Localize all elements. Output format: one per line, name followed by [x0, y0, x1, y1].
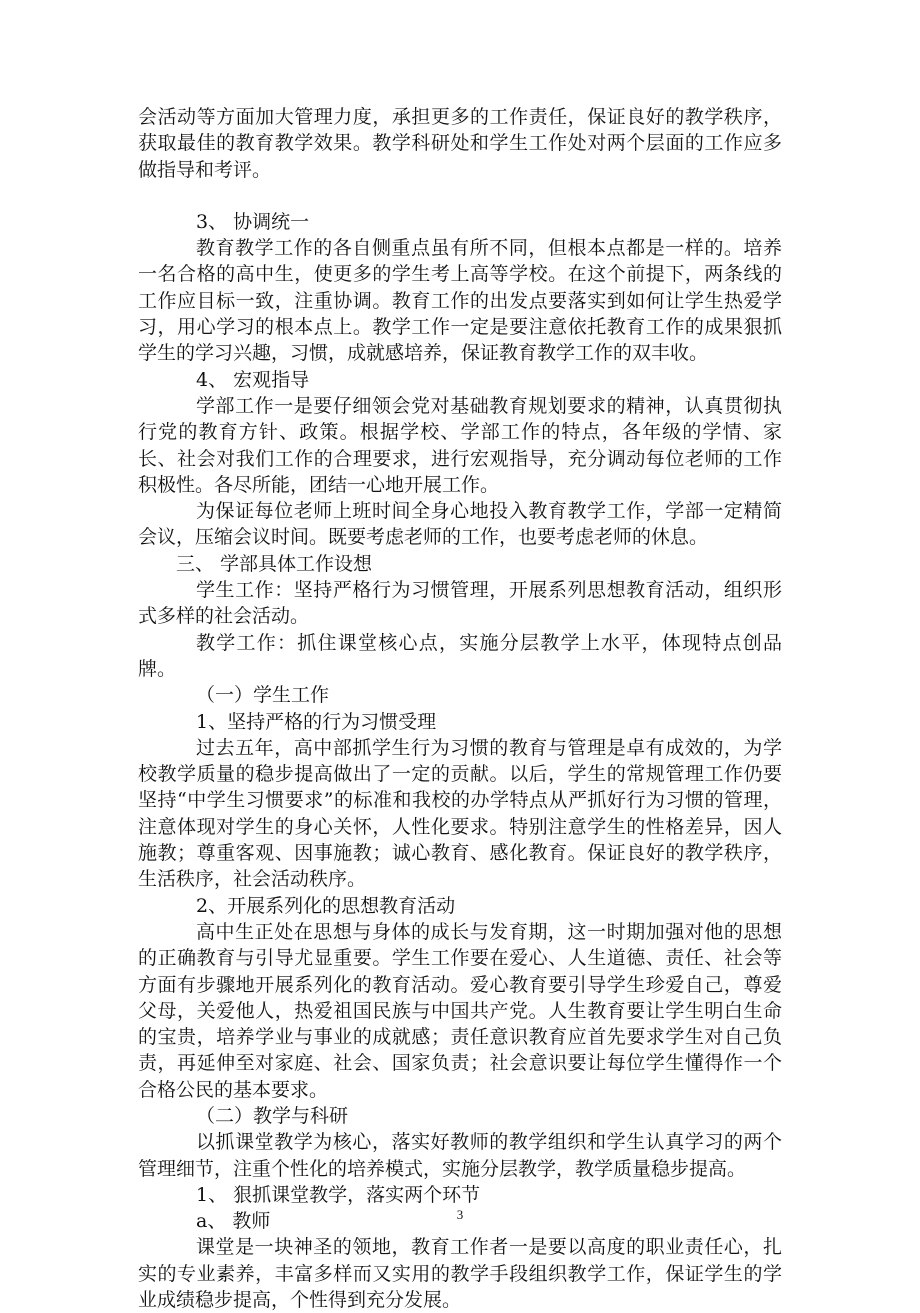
paragraph: 教育教学工作的各自侧重点虽有所不同，但根本点都是一样的。培养一名合格的高中生，使更多的学生考上高等学校。在这个前提下，两条线的工作应目标一致，注重协调。教育工作的出发点要落实到如何让学生热爱学习，用心学习的根本点上。教学工作一定是要注意依托教育工作的成果狠抓学生的学习兴趣，习惯，成就感培养，保证教育教学工作的双丰收。	[138, 237, 782, 365]
heading-teaching-research: （二）教学与科研	[196, 1104, 349, 1127]
paragraph: 过去五年，高中部抓学生行为习惯的教育与管理是卓有成效的，为学校教学质量的稳步提高做出了一定的贡献。以后，学生的常规管理工作仍要坚持“中学生习惯要求”的标准和我校的办学特点从严抓好行为习惯的管理，注意体现对学生的身心关怀，人性化要求。特别注意学生的性格差异，因人施教；尊重客观、因事施教；诚心教育、感化教育。保证良好的教学秩序，生活秩序，社会活动秩序。	[138, 736, 782, 891]
heading-ideological-education: 2、开展系列化的思想教育活动	[196, 894, 456, 917]
heading-teacher: a、 教师	[196, 1210, 271, 1233]
heading-behavior-habits: 1、坚持严格的行为习惯受理	[196, 710, 437, 733]
paragraph: 学部工作一是要仔细领会党对基础教育规划要求的精神，认真贯彻执行党的教育方针、政策。根据学校、学部工作的特点，各年级的学情、家长、社会对我们工作的合理要求，进行宏观指导，充分调动每位老师的工作积极性。各尽所能，团结一心地开展工作。	[138, 394, 782, 496]
paragraph: 学生工作：坚持严格行为习惯管理，开展系列思想教育活动，组织形式多样的社会活动。	[138, 579, 782, 628]
page-number: 3	[456, 1207, 464, 1222]
heading-work-plan: 三、 学部具体工作设想	[176, 552, 373, 575]
paragraph: 教学工作：抓住课堂核心点，实施分层教学上水平，体现特点创品牌。	[138, 631, 782, 680]
document-body	[138, 104, 782, 1313]
heading-macro-guidance: 4、 宏观指导	[196, 368, 310, 391]
paragraph: 高中生正处在思想与身体的成长与发育期，这一时期加强对他的思想的正确教育与引导尤显重要。学生工作要在爱心、人生道德、责任、社会等方面有步骤地开展系列化的教育活动。爱心教育要引导学生珍爱自己，尊爱父母，关爱他人，热爱祖国民族与中国共产党。人生教育要让学生明白生命的宝贵，培养学业与事业的成就感；责任意识教育应首先要求学生对自己负责，再延伸至对家庭、社会、国家负责；社会意识要让每位学生懂得作一个合格公民的基本要求。	[138, 920, 782, 1101]
heading-coordination: 3、 协调统一	[196, 210, 310, 233]
paragraph-continuation: 会活动等方面加大管理力度，承担更多的工作责任，保证良好的教学秩序，获取最佳的教育教学效果。教学科研处和学生工作处对两个层面的工作应多做指导和考评。	[138, 106, 782, 181]
paragraph: 以抓课堂教学为核心，落实好教师的教学组织和学生认真学习的两个管理细节，注重个性化的培养模式，实施分层教学，教学质量稳步提高。	[138, 1131, 782, 1180]
paragraph: 为保证每位老师上班时间全身心地投入教育教学工作，学部一定精简会议，压缩会议时间。既要考虑老师的工作，也要考虑老师的休息。	[138, 500, 782, 549]
paragraph: 课堂是一块神圣的领地，教育工作者一是要以高度的职业责任心，扎实的专业素养，丰富多样而又实用的教学手段组织教学工作，保证学生的学业成绩稳步提高，个性得到充分发展。	[138, 1236, 782, 1312]
heading-classroom-teaching: 1、 狠抓课堂教学，落实两个环节	[196, 1183, 481, 1206]
heading-student-work: （一）学生工作	[196, 684, 330, 707]
